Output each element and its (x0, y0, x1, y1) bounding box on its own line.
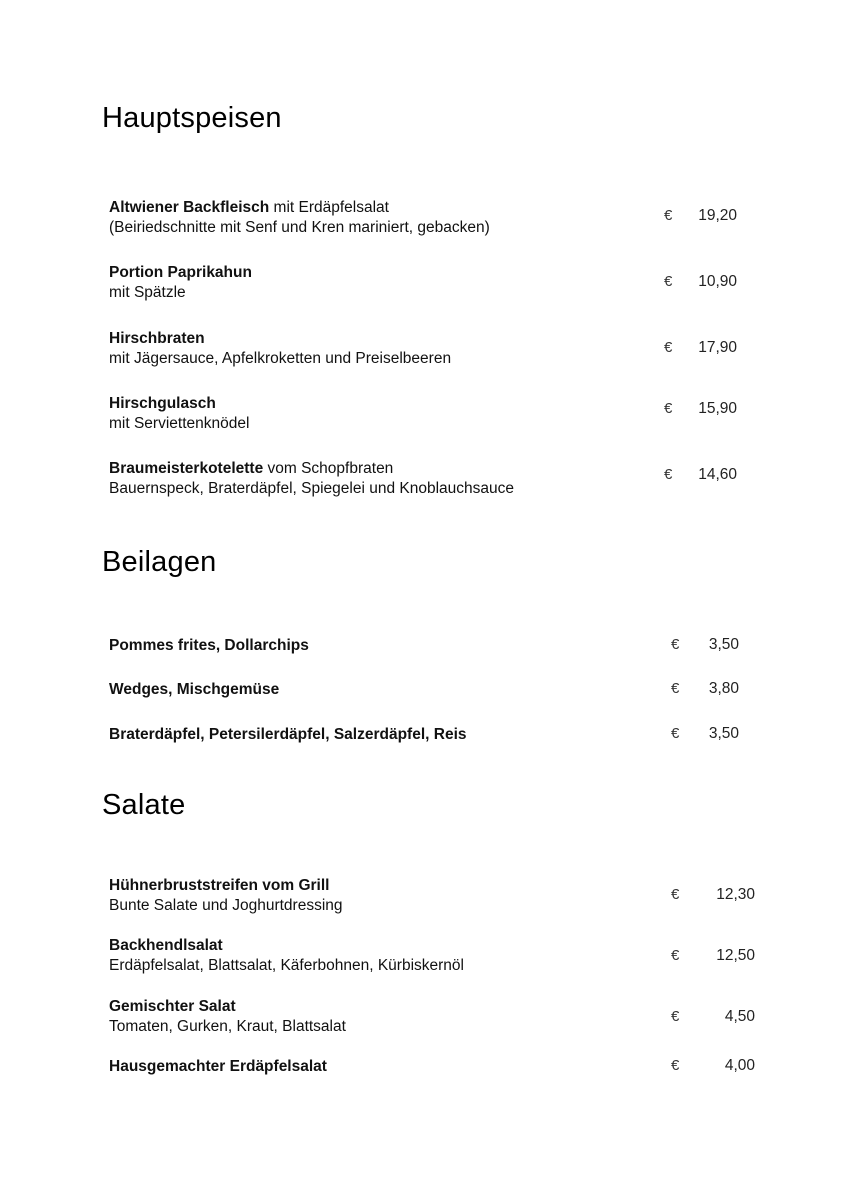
menu-item (109, 1057, 769, 1077)
item-name: Gemischter Salat (109, 998, 236, 1015)
item-description: Tomaten, Gurken, Kraut, Blattsalat (109, 1018, 346, 1035)
currency-symbol: € (664, 273, 673, 290)
item-name-suffix: vom Schopfbraten (263, 460, 394, 477)
section-title-beilagen: Beilagen (102, 546, 217, 578)
section-title-hauptspeisen: Hauptspeisen (102, 102, 282, 134)
currency-symbol: € (664, 339, 673, 356)
currency-symbol: € (671, 1008, 680, 1025)
item-name: Hausgemachter Erdäpfelsalat (109, 1058, 327, 1075)
item-name: Pommes frites, Dollarchips (109, 637, 309, 654)
currency-symbol: € (671, 947, 680, 964)
item-price: 12,50 (716, 947, 755, 964)
item-name: Hirschgulasch (109, 395, 216, 412)
item-price: 14,60 (698, 466, 737, 483)
currency-symbol: € (671, 886, 680, 903)
item-name: Hühnerbruststreifen vom Grill (109, 877, 330, 894)
item-price: 15,90 (698, 400, 737, 417)
item-price: 3,50 (708, 725, 739, 742)
item-description: mit Serviettenknödel (109, 415, 250, 432)
item-description: mit Jägersauce, Apfelkroketten und Preiselbeeren (109, 350, 452, 367)
item-price: 17,90 (698, 339, 737, 356)
item-name: Hirschbraten (109, 330, 205, 347)
currency-symbol: € (671, 725, 680, 742)
item-name: Altwiener Backfleisch (109, 199, 270, 216)
item-name: Backhendlsalat (109, 937, 223, 954)
currency-symbol: € (671, 1057, 680, 1074)
menu-item (109, 725, 769, 745)
section-title-salate: Salate (102, 789, 186, 821)
menu-item (109, 636, 769, 656)
item-price: 4,00 (724, 1057, 755, 1074)
item-price: 10,90 (698, 273, 737, 290)
currency-symbol: € (671, 636, 680, 653)
item-name: Braterdäpfel, Petersilerdäpfel, Salzerdäpfel, Reis (109, 726, 467, 743)
item-description: Erdäpfelsalat, Blattsalat, Käferbohnen, Kürbiskernöl (109, 957, 464, 974)
item-price: 3,50 (708, 636, 739, 653)
item-name: Wedges, Mischgemüse (109, 681, 280, 698)
item-price: 12,30 (716, 886, 755, 903)
item-description: mit Spätzle (109, 284, 186, 301)
item-description: Bunte Salate und Joghurtdressing (109, 897, 343, 914)
currency-symbol: € (664, 400, 673, 417)
currency-symbol: € (664, 207, 673, 224)
currency-symbol: € (664, 466, 673, 483)
item-description: (Beiriedschnitte mit Senf und Kren mariniert, gebacken) (109, 219, 490, 236)
item-price: 3,80 (708, 680, 739, 697)
item-price: 19,20 (698, 207, 737, 224)
item-name: Braumeisterkotelette (109, 460, 264, 477)
menu-item (109, 997, 769, 1037)
menu-item (109, 936, 769, 976)
item-price: 4,50 (724, 1008, 755, 1025)
item-description: Bauernspeck, Braterdäpfel, Spiegelei und Knoblauchsauce (109, 480, 514, 497)
menu-item (109, 876, 769, 916)
item-name-suffix: mit Erdäpfelsalat (269, 199, 389, 216)
currency-symbol: € (671, 680, 680, 697)
item-name: Portion Paprikahun (109, 264, 252, 281)
menu-item (109, 680, 769, 700)
